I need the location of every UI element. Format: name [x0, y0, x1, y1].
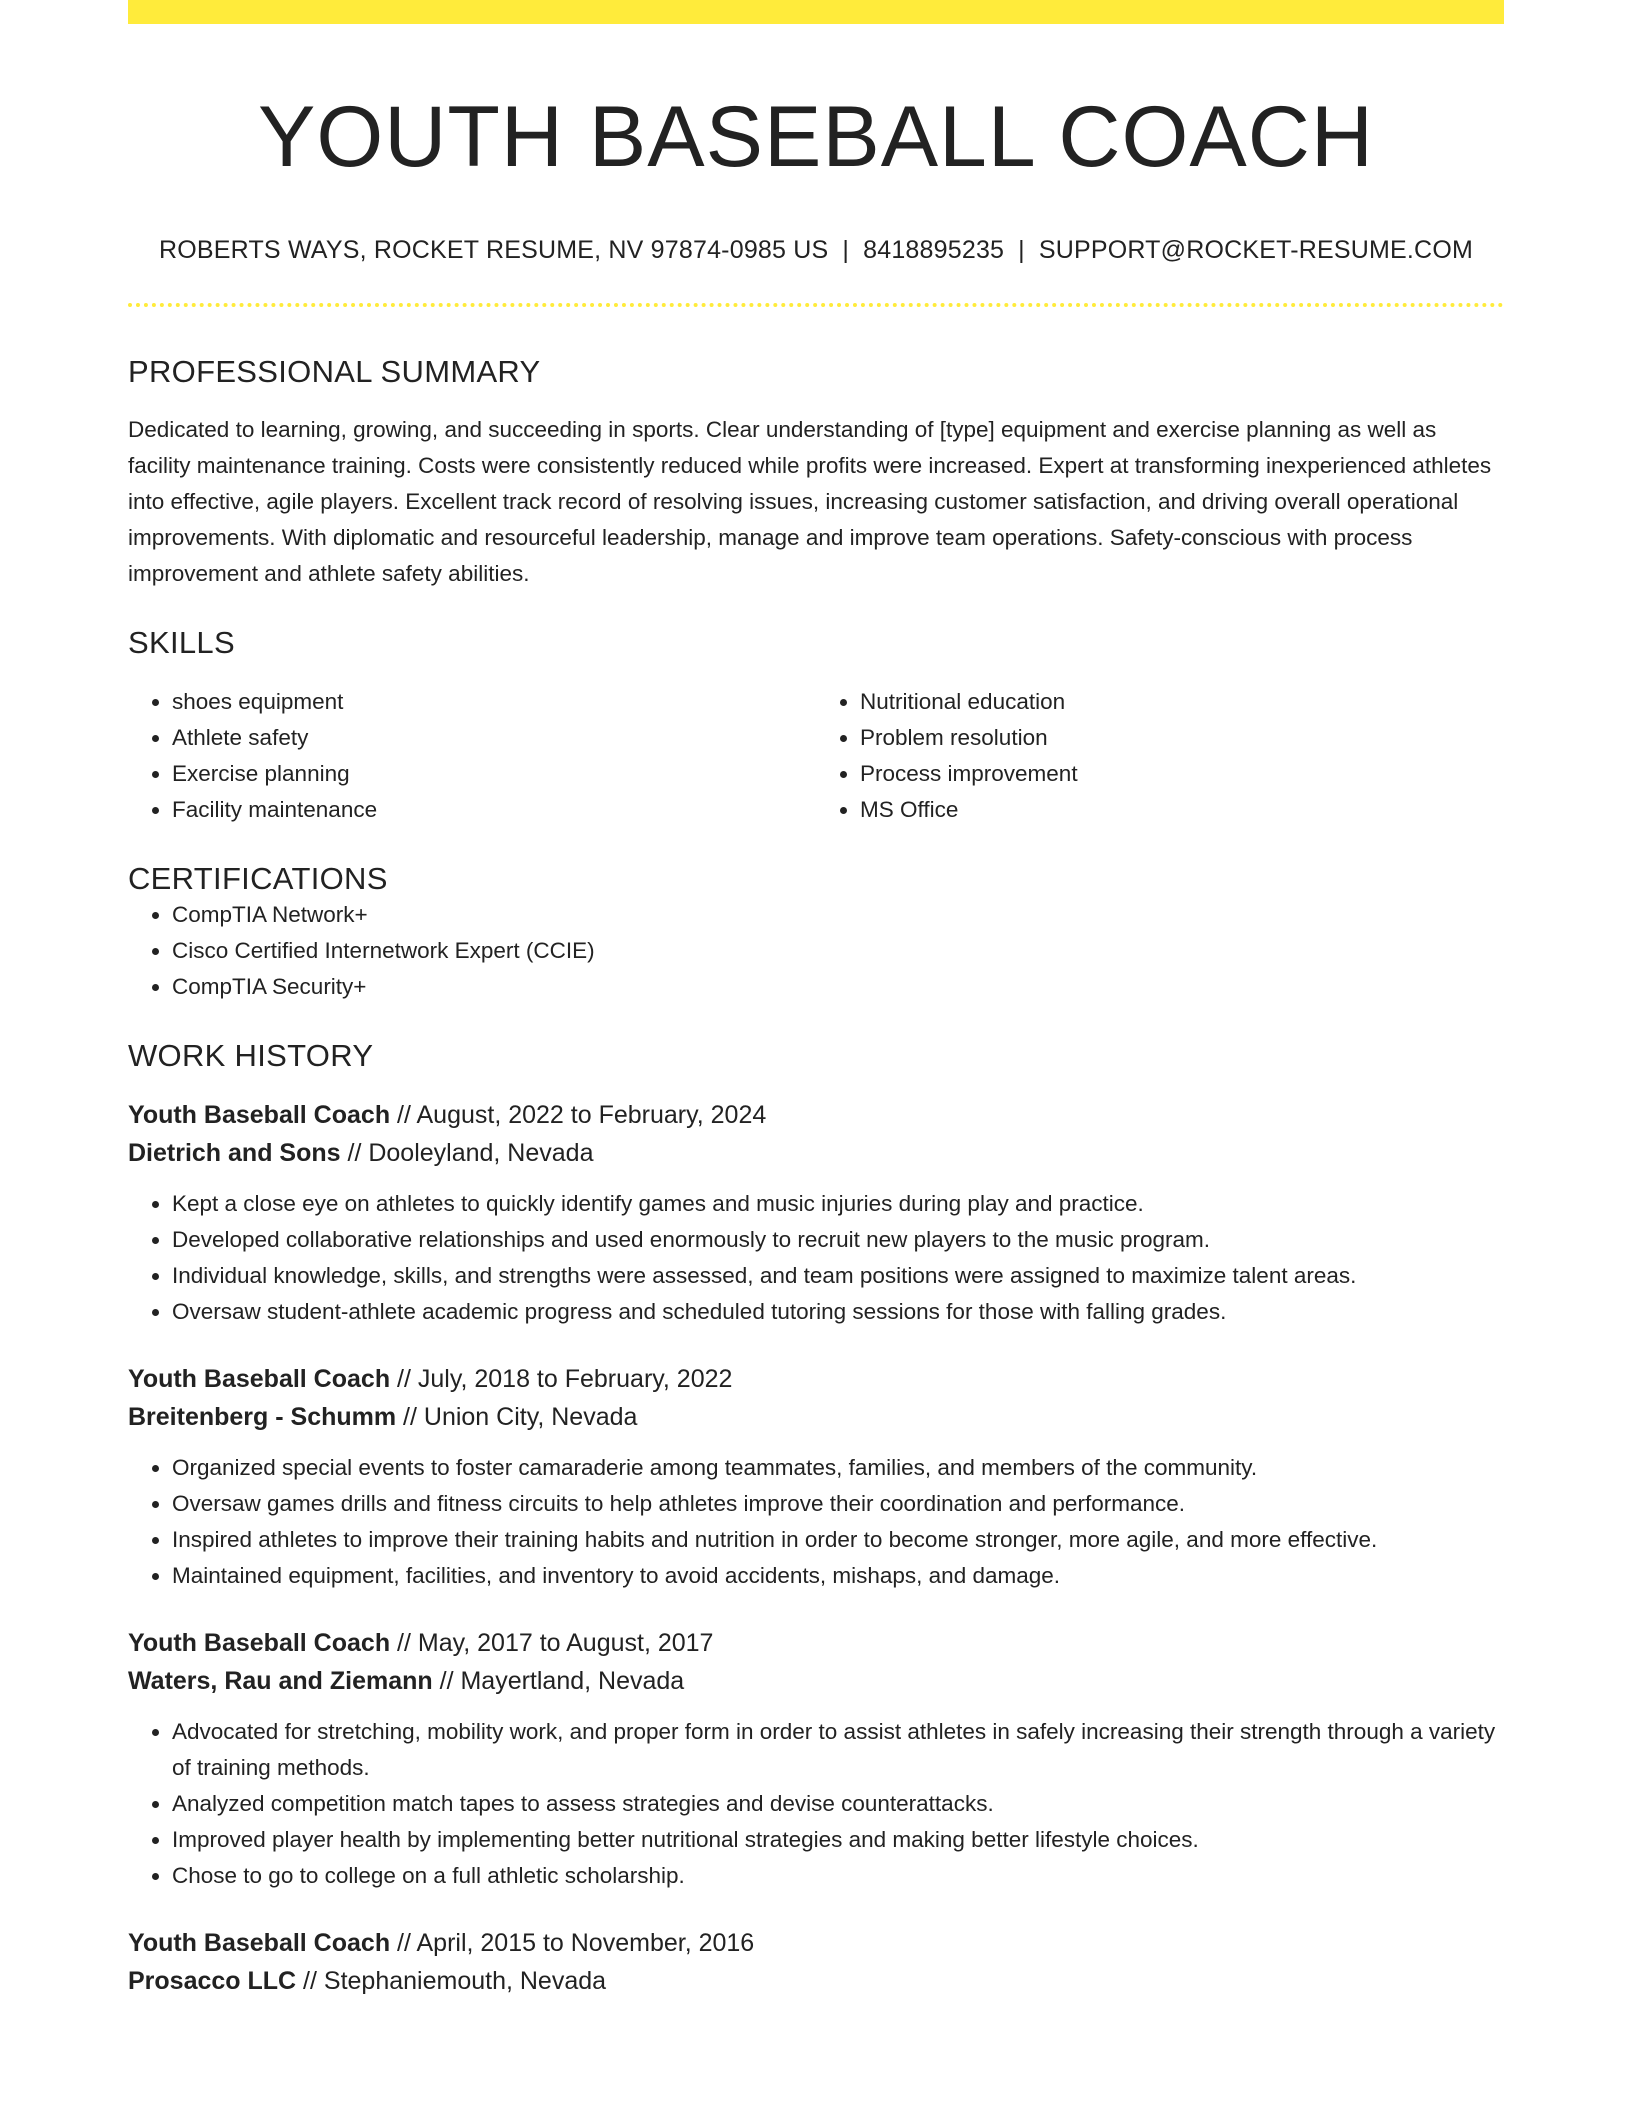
top-accent-bar: [128, 0, 1504, 24]
candidate-name: YOUTH BASEBALL COACH: [258, 89, 1374, 185]
certification-item: • Cisco Certified Internetwork Expert (CCIE): [172, 933, 1504, 969]
resume-page: [128, 0, 1504, 2000]
job-entry: [128, 1096, 1504, 1330]
job-duties: [128, 1450, 1504, 1594]
job-company: Breitenberg - Schumm: [128, 1402, 397, 1431]
job-location: // Dooleyland, Nevada: [340, 1138, 594, 1167]
job-duty: • Inspired athletes to improve their training habits and nutrition in order to become stronger, more agile, and more effective.: [172, 1522, 1504, 1558]
skill-item: • Nutritional education: [860, 684, 1504, 720]
certification-item: • CompTIA Network+: [172, 897, 1504, 933]
certifications-list: [128, 897, 1504, 1005]
header-divider: [128, 303, 1504, 307]
job-company-line: [128, 1134, 1504, 1172]
skill-item: • Exercise planning: [172, 756, 816, 792]
job-title-line: [128, 1924, 1504, 1962]
job-duties: [128, 1186, 1504, 1330]
skill-item: • Process improvement: [860, 756, 1504, 792]
job-duties: [128, 1714, 1504, 1894]
contact-separator: |: [1018, 236, 1025, 265]
job-dates: // July, 2018 to February, 2022: [390, 1364, 733, 1393]
job-duty: • Analyzed competition match tapes to assess strategies and devise counterattacks.: [172, 1786, 1504, 1822]
skills-list: [128, 684, 1504, 828]
job-dates: // May, 2017 to August, 2017: [390, 1628, 714, 1657]
job-role: Youth Baseball Coach: [128, 1928, 391, 1957]
job-company-line: [128, 1962, 1504, 2000]
job-entry: [128, 1360, 1504, 1594]
job-entry: [128, 1624, 1504, 1894]
contact-address: ROBERTS WAYS, ROCKET RESUME, NV 97874-0985 US: [159, 236, 829, 265]
job-duty: • Improved player health by implementing better nutritional strategies and making better lifestyle choices.: [172, 1822, 1504, 1858]
job-company: Prosacco LLC: [128, 1966, 297, 1995]
job-role: Youth Baseball Coach: [128, 1628, 391, 1657]
skill-item: • Facility maintenance: [172, 792, 816, 828]
skill-item: • MS Office: [860, 792, 1504, 828]
contact-separator: |: [842, 236, 850, 265]
job-location: // Stephaniemouth, Nevada: [296, 1966, 607, 1995]
certifications-heading: CERTIFICATIONS: [128, 860, 388, 896]
skill-item: • Problem resolution: [860, 720, 1504, 756]
job-duty: • Oversaw games drills and fitness circuits to help athletes improve their coordination and performance.: [172, 1486, 1504, 1522]
certification-item: • CompTIA Security+: [172, 969, 1504, 1005]
job-duty: • Advocated for stretching, mobility work, and proper form in order to assist athletes in safely increasing their strength through a variety of training methods.: [172, 1714, 1504, 1786]
job-duty: • Maintained equipment, facilities, and inventory to avoid accidents, mishaps, and damage.: [172, 1558, 1504, 1594]
job-duty: • Kept a close eye on athletes to quickly identify games and music injuries during play and practice.: [172, 1186, 1504, 1222]
job-duty: • Oversaw student-athlete academic progress and scheduled tutoring sessions for those with falling grades.: [172, 1294, 1504, 1330]
job-dates: // April, 2015 to November, 2016: [390, 1928, 755, 1957]
contact-line: [128, 235, 1504, 265]
job-title-line: [128, 1624, 1504, 1662]
skills-column-right: [816, 684, 1504, 828]
skill-item: • shoes equipment: [172, 684, 816, 720]
job-role: Youth Baseball Coach: [128, 1100, 391, 1129]
job-company: Dietrich and Sons: [128, 1138, 341, 1167]
job-company-line: [128, 1398, 1504, 1436]
job-company-line: [128, 1662, 1504, 1700]
skill-item: • Athlete safety: [172, 720, 816, 756]
job-duty: • Organized special events to foster camaraderie among teammates, families, and members of the community.: [172, 1450, 1504, 1486]
job-duty: • Developed collaborative relationships and used enormously to recruit new players to the music program.: [172, 1222, 1504, 1258]
contact-email: SUPPORT@ROCKET-RESUME.COM: [1038, 236, 1473, 265]
job-entry: [128, 1924, 1504, 2000]
skills-heading: SKILLS: [128, 625, 235, 661]
job-company: Waters, Rau and Ziemann: [128, 1666, 433, 1695]
job-duty: • Individual knowledge, skills, and strengths were assessed, and team positions were assigned to maximize talent areas.: [172, 1258, 1504, 1294]
job-location: // Union City, Nevada: [396, 1402, 638, 1431]
job-title-line: [128, 1360, 1504, 1398]
job-duty: • Chose to go to college on a full athletic scholarship.: [172, 1858, 1504, 1894]
job-location: // Mayertland, Nevada: [432, 1666, 685, 1695]
contact-phone: 8418895235: [863, 236, 1005, 265]
job-title-line: [128, 1096, 1504, 1134]
job-dates: // August, 2022 to February, 2024: [390, 1100, 767, 1129]
work-history-heading: WORK HISTORY: [128, 1037, 374, 1073]
skills-column-left: [128, 684, 816, 828]
summary-text: Dedicated to learning, growing, and succeeding in sports. Clear understanding of [type] equipment and exercise planning as well as facility maintenance training. Costs were consistently reduced while profits were increased. Expert at transforming inexperienced athletes into effective, agile players. Excellent track record of resolving issues, increasing customer satisfaction, and driving overall operational improvements. With diplomatic and resourceful leadership, manage and improve team operations. Safety-conscious with process improvement and athlete safety abilities.: [128, 417, 1492, 587]
job-role: Youth Baseball Coach: [128, 1364, 391, 1393]
summary-heading: PROFESSIONAL SUMMARY: [128, 354, 541, 390]
